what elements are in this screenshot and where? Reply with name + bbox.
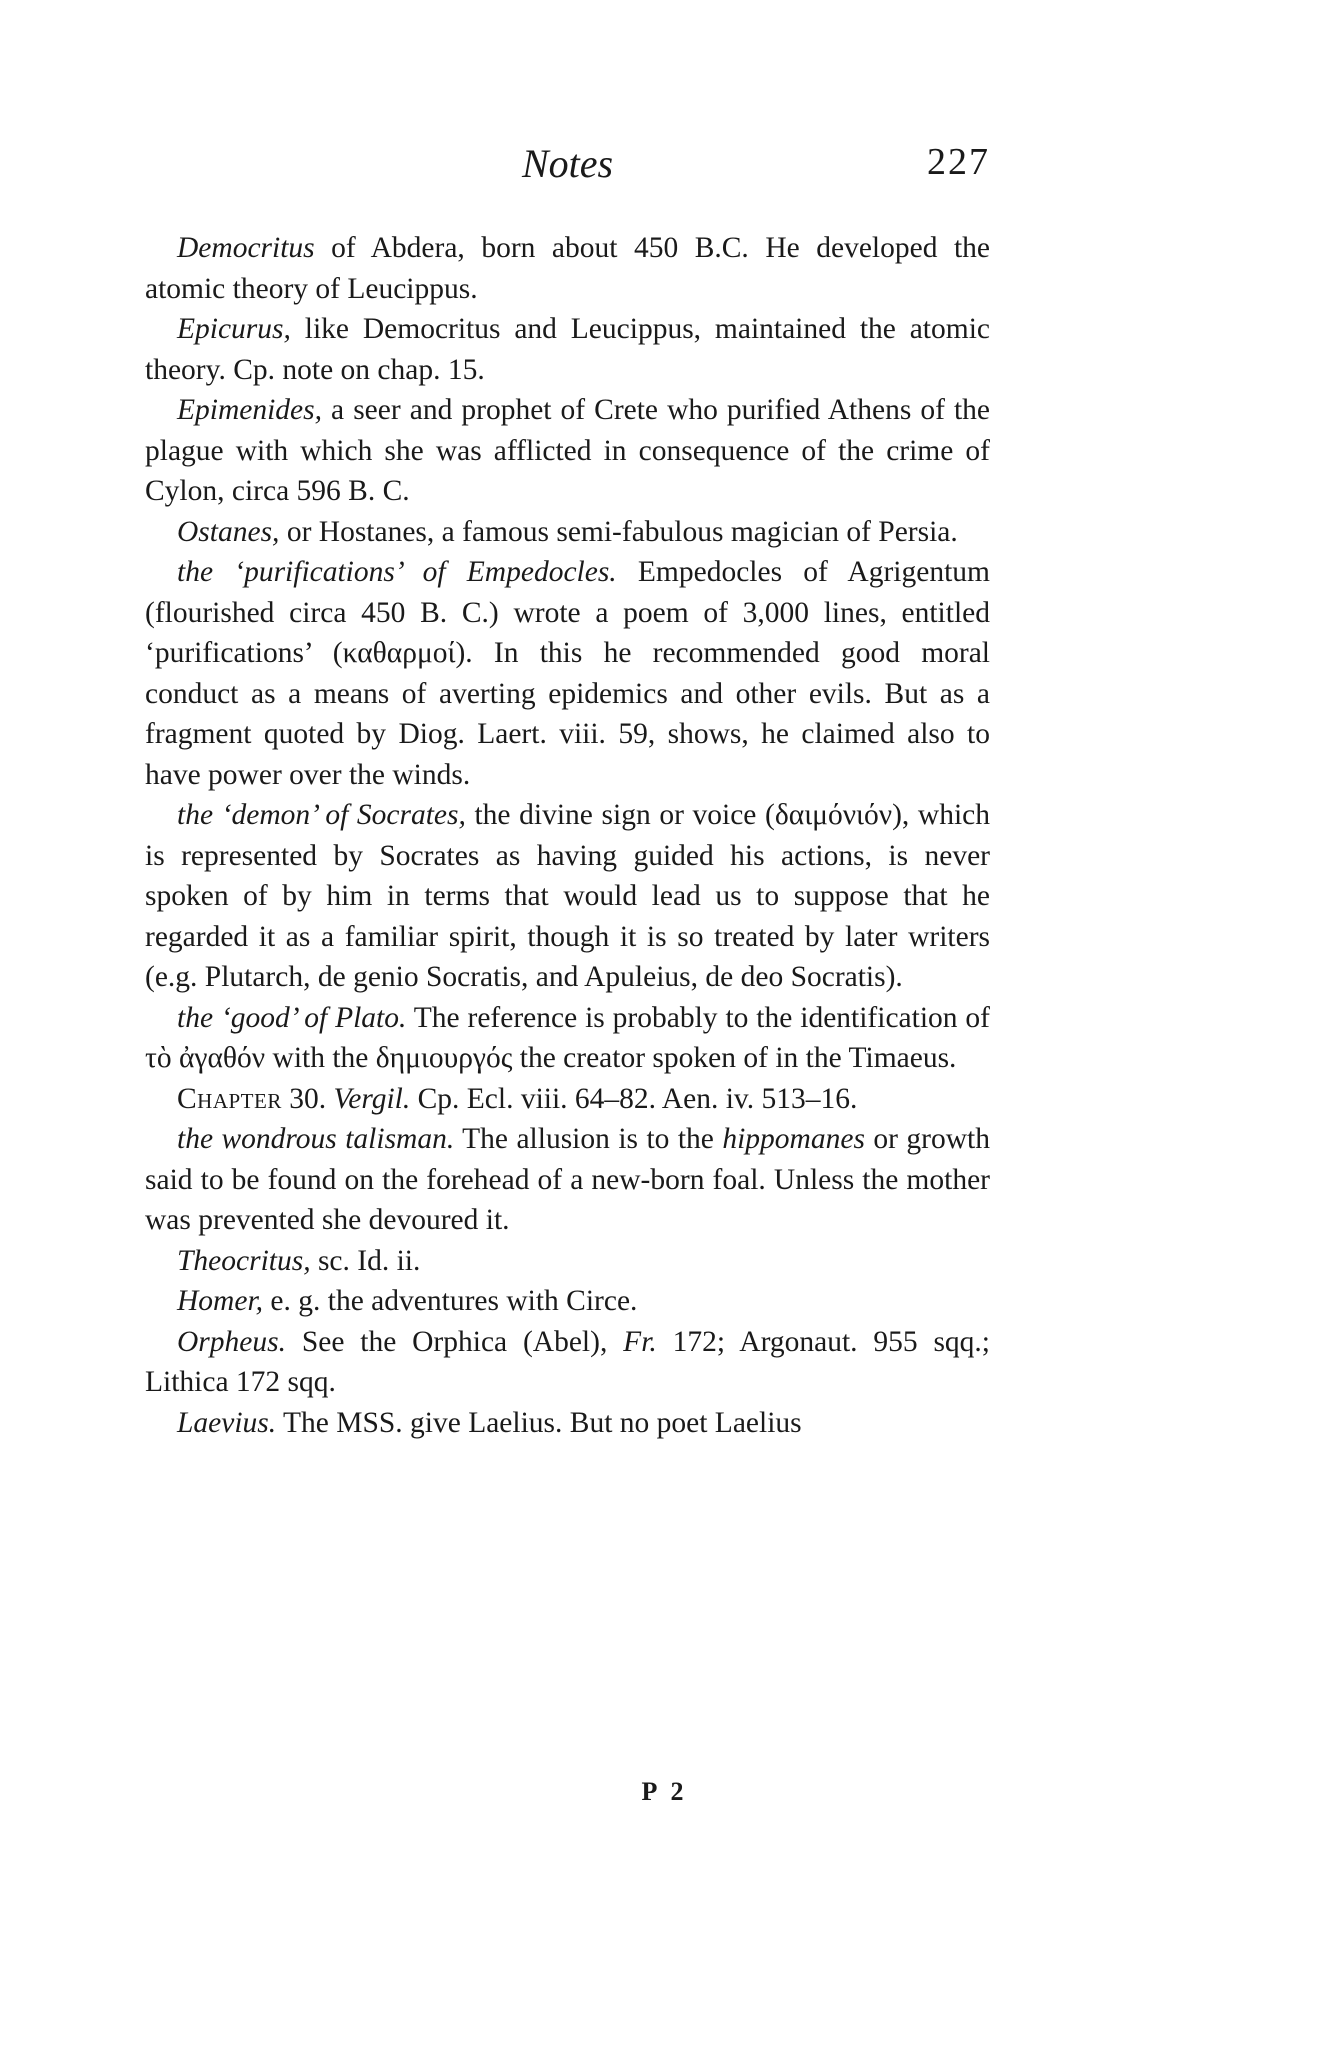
note-text: The reference is probably to the identification of τὸ ἀγαθόν with the δημιουργός the creator spoken of in the Timaeus. bbox=[145, 1001, 991, 1074]
note-empedocles bbox=[145, 552, 990, 795]
note-term: the ‘purifications’ of Empedocles. bbox=[177, 556, 617, 588]
note-term: the ‘demon’ of Socrates, bbox=[177, 799, 466, 831]
note-text: Empedocles of Agrigentum (flourished circa 450 B. C.) wrote a poem of 3,000 lines, entitled ‘purifications’ (καθαρμοί). In this he recommended good moral conduct as a means of averting epidemics and other evils. But as a fragment quoted by Diog. Laert. viii. 59, shows, he claimed also to have power over the winds. bbox=[145, 556, 990, 791]
note-term: Epimenides, bbox=[177, 394, 323, 426]
note-term: the ‘good’ of Plato. bbox=[177, 1001, 407, 1034]
note-democritus bbox=[145, 228, 990, 309]
note-term: Ostanes, bbox=[177, 515, 280, 548]
note-term: Theocritus, bbox=[177, 1244, 311, 1277]
page-number: 227 bbox=[927, 141, 990, 183]
note-socrates bbox=[145, 795, 990, 998]
note-text: like Democritus and Leucippus, maintained the atomic theory. Cp. note on chap. 15. bbox=[145, 313, 990, 386]
note-orpheus bbox=[145, 1322, 990, 1403]
note-text: or Hostanes, a famous semi-fabulous magician of Persia. bbox=[279, 515, 958, 548]
running-title: Notes bbox=[521, 141, 614, 186]
note-talisman bbox=[145, 1119, 990, 1241]
signature-mark: P 2 bbox=[641, 1777, 688, 1806]
note-text: Cp. Ecl. viii. 64–82. Aen. iv. 513–16. bbox=[410, 1082, 858, 1115]
note-epicurus bbox=[145, 309, 990, 390]
note-text: or growth said to be found on the forehead of a new-born foal. Unless the mother was prevented she devoured it. bbox=[145, 1123, 990, 1236]
notes-body bbox=[145, 228, 990, 1443]
note-epimenides bbox=[145, 390, 990, 512]
note-term: Epicurus, bbox=[177, 313, 291, 345]
note-term: Laevius. bbox=[177, 1406, 277, 1439]
chapter-heading bbox=[145, 1079, 990, 1120]
note-term: Democritus bbox=[177, 232, 315, 264]
chapter-label: Chapter bbox=[177, 1082, 282, 1115]
chapter-number: 30. bbox=[281, 1082, 334, 1115]
note-term: Orpheus. bbox=[177, 1325, 286, 1358]
note-text: the divine sign or voice (δαιμόνιόν), which is represented by Socrates as having guided his actions, is never spoken of by him in terms that would lead us to suppose that he regarded it as a familiar spirit, though it is so treated by later writers (e.g. Plutarch, de genio Socratis, and Apuleius, de deo Socratis). bbox=[145, 799, 990, 993]
page-header bbox=[145, 140, 990, 200]
note-theocritus bbox=[145, 1241, 990, 1282]
note-plato bbox=[145, 998, 990, 1079]
note-text: a seer and prophet of Crete who purified Athens of the plague with which she was afflicted in consequence of the crime of Cylon, circa 596 B. C. bbox=[145, 394, 990, 507]
note-text: 172; Argonaut. 955 sqq.; Lithica 172 sqq. bbox=[145, 1325, 990, 1398]
note-laevius bbox=[145, 1403, 990, 1444]
note-term: Vergil. bbox=[333, 1082, 411, 1115]
note-text: of Abdera, born about 450 B.C. He developed the atomic theory of Leucippus. bbox=[145, 232, 990, 305]
note-text: sc. Id. ii. bbox=[310, 1244, 421, 1277]
note-term: the wondrous talisman. bbox=[177, 1123, 455, 1155]
note-term: Homer, bbox=[177, 1285, 264, 1317]
note-text: e. g. the adventures with Circe. bbox=[263, 1285, 638, 1317]
note-ostanes bbox=[145, 512, 990, 553]
note-term: Fr. bbox=[623, 1325, 657, 1358]
note-term: hippomanes bbox=[722, 1123, 865, 1155]
note-text: The MSS. give Laelius. But no poet Laelius bbox=[276, 1406, 802, 1439]
note-text: See the Orphica (Abel), bbox=[285, 1325, 624, 1358]
note-text: The allusion is to the bbox=[454, 1123, 723, 1155]
note-homer bbox=[145, 1281, 990, 1322]
